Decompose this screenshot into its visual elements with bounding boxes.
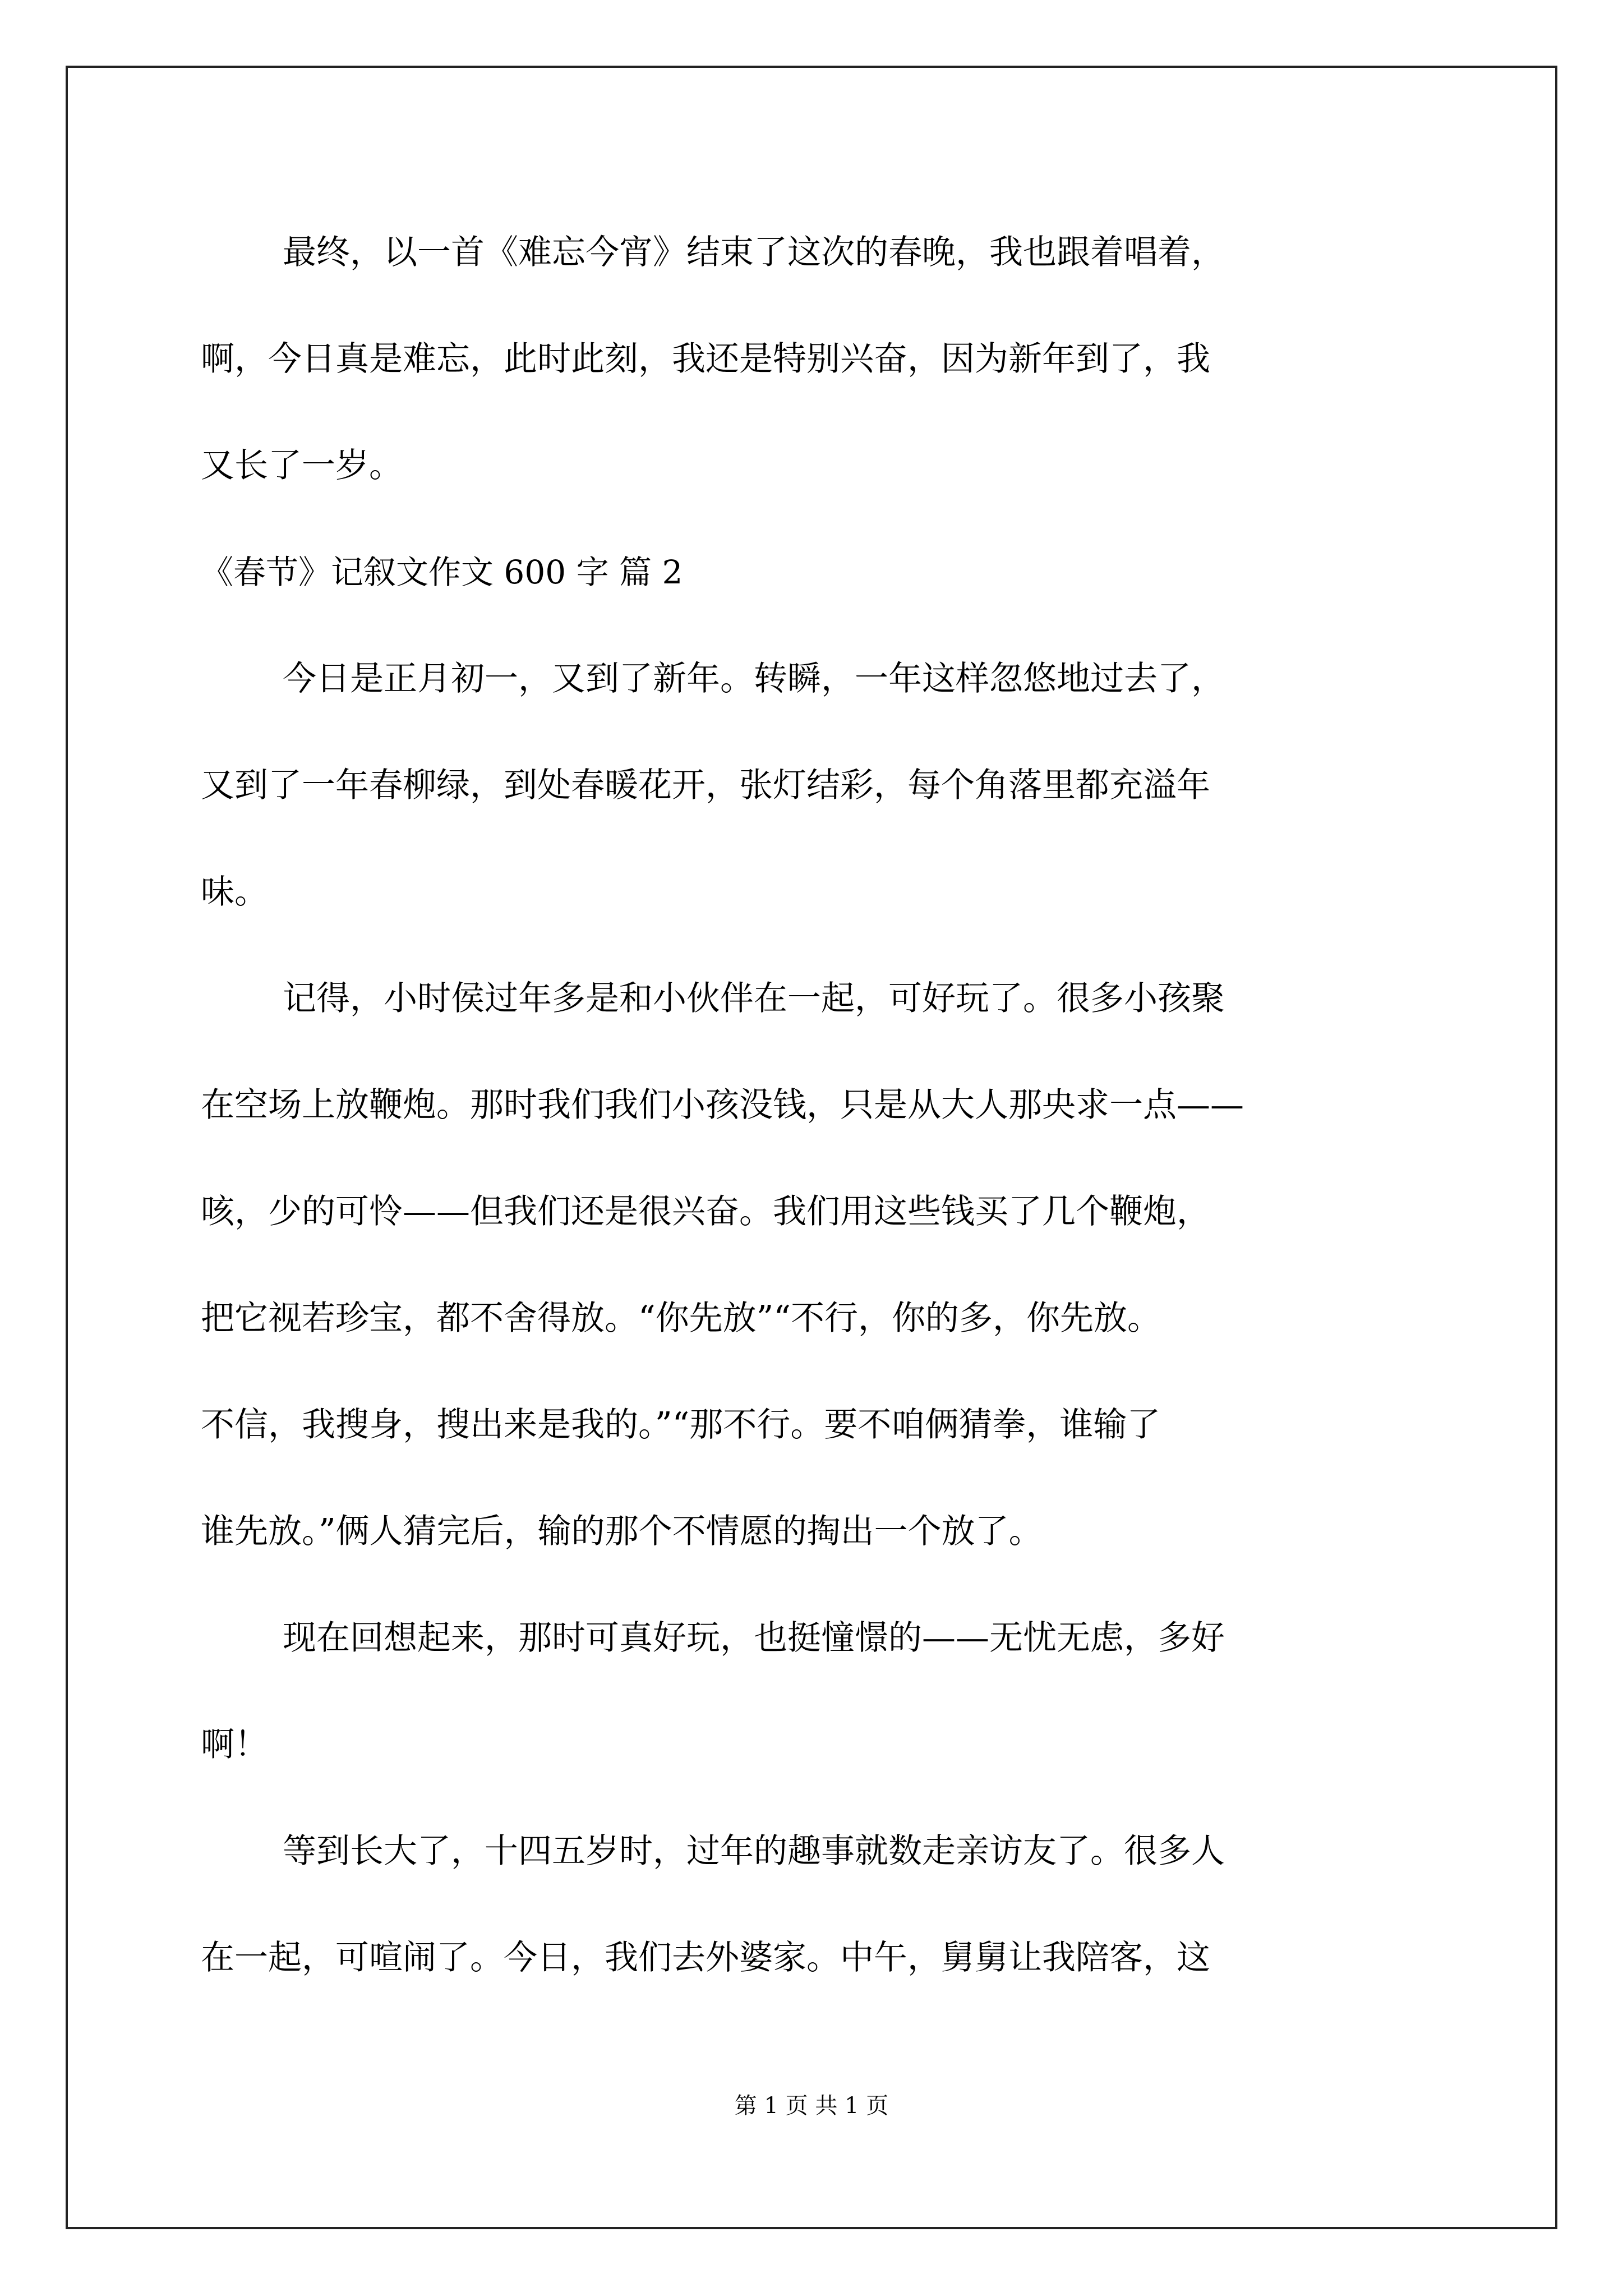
- paragraph-5-line-1: 等到长大了，十四五岁时，过年的趣事就数走亲访友了。很多人: [283, 1832, 1225, 1871]
- paragraph-3-line-5: 不信，我搜身，搜出来是我的。”“那不行。要不咱俩猜拳，谁输了: [201, 1405, 1161, 1444]
- page-number-footer: 第 1 页 共 1 页: [734, 2093, 889, 2119]
- paragraph-1-line-3: 又长了一岁。: [201, 446, 403, 485]
- paragraph-2-line-3: 味。: [201, 872, 268, 912]
- paragraph-1-line-2: 啊，今日真是难忘，此时此刻，我还是特别兴奋，因为新年到了，我: [201, 339, 1210, 379]
- page-border: [66, 66, 1557, 2229]
- paragraph-3-line-2: 在空场上放鞭炮。那时我们我们小孩没钱，只是从大人那央求一点——: [201, 1085, 1244, 1125]
- paragraph-3-line-4: 把它视若珍宝，都不舍得放。“你先放”“不行，你的多，你先放。: [201, 1299, 1161, 1338]
- paragraph-4-line-1: 现在回想起来，那时可真好玩，也挺憧憬的——无忧无虑，多好: [283, 1618, 1225, 1658]
- paragraph-2-line-1: 今日是正月初一，又到了新年。转瞬，一年这样忽悠地过去了，: [283, 659, 1225, 698]
- paragraph-3-line-3: 咳，少的可怜——但我们还是很兴奋。我们用这些钱买了几个鞭炮，: [201, 1192, 1210, 1231]
- paragraph-3-line-6: 谁先放。”俩人猜完后，输的那个不情愿的掏出一个放了。: [201, 1512, 1043, 1551]
- paragraph-1-line-1: 最终，以一首《难忘今宵》结束了这次的春晚，我也跟着唱着，: [283, 233, 1225, 272]
- paragraph-3-line-1: 记得，小时侯过年多是和小伙伴在一起，可好玩了。很多小孩聚: [283, 979, 1225, 1018]
- paragraph-4-line-2: 啊！: [201, 1725, 268, 1764]
- paragraph-2-line-2: 又到了一年春柳绿，到处春暖花开，张灯结彩，每个角落里都充溢年: [201, 766, 1210, 805]
- paragraph-5-line-2: 在一起，可喧闹了。今日，我们去外婆家。中午，舅舅让我陪客，这: [201, 1938, 1210, 1977]
- section-heading: 《春节》记叙文作文 600 字 篇 2: [201, 553, 683, 591]
